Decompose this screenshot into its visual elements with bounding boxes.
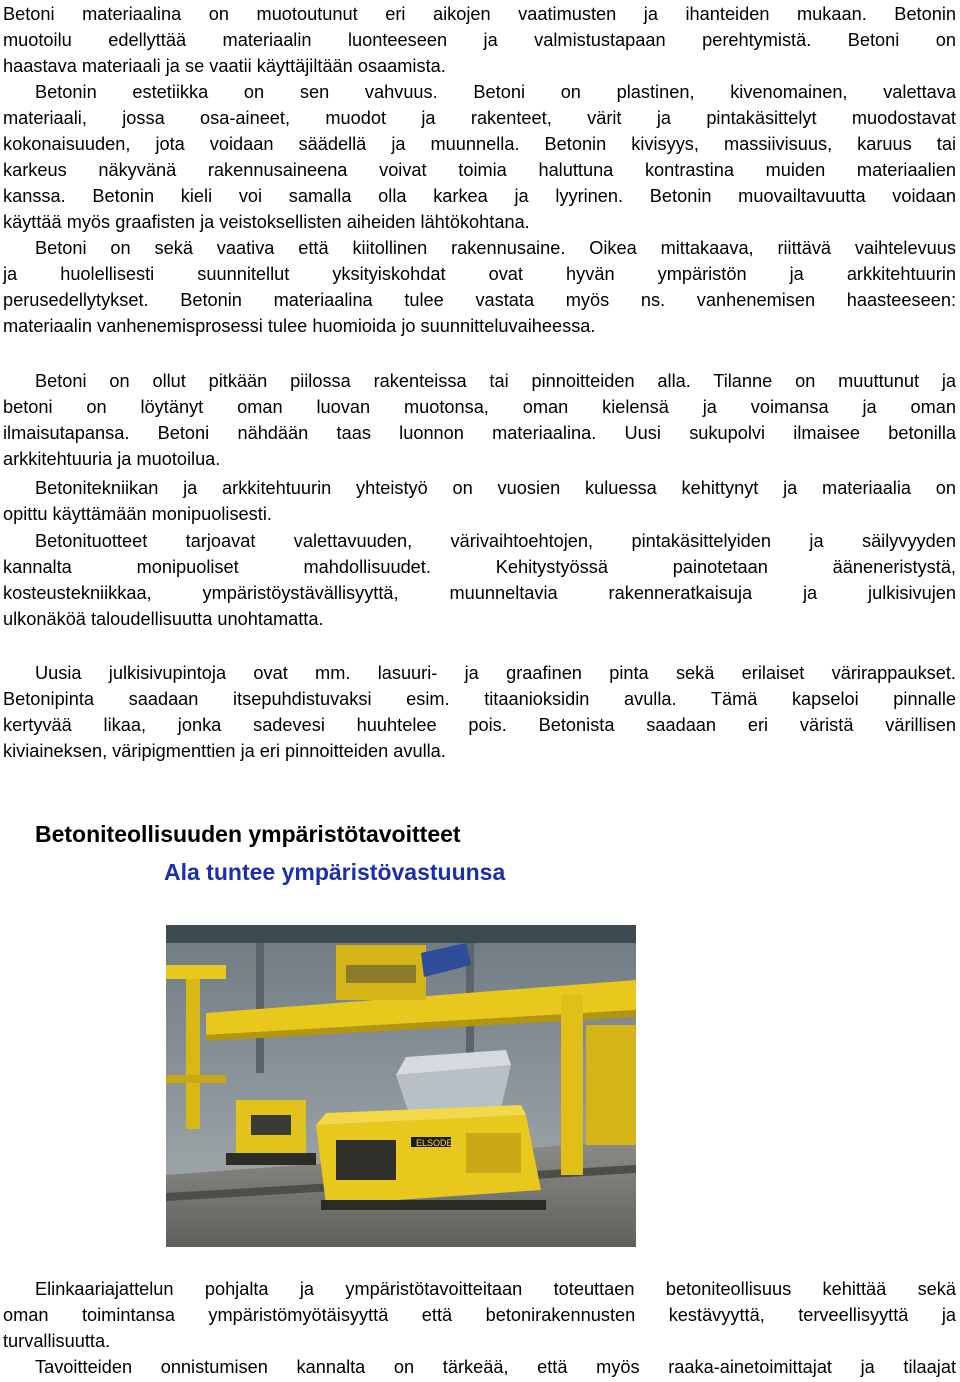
- factory-photo: [166, 925, 636, 1247]
- text-line: kosteustekniikkaa, ympäristöystävällisyyttä, muunneltavia rakenneratkaisuja ja julkisivujen: [3, 583, 956, 603]
- section-subheading: Ala tuntee ympäristövastuunsa: [164, 859, 506, 885]
- text-line: Elinkaariajattelun pohjalta ja ympäristötavoitteitaan toteuttaen betoniteollisuus kehittää sekä: [35, 1279, 956, 1299]
- text-line: arkkitehtuuria ja muotoilua.: [3, 449, 221, 469]
- text-line: opittu käyttämään monipuolisesti.: [3, 504, 272, 524]
- text-line: kokonaisuuden, jota voidaan säädellä ja muunnella. Betonin kivisyys, massiivisuus, karuus tai: [3, 134, 956, 154]
- text-line: kannalta monipuoliset mahdollisuudet. Kehitystyössä painotetaan ääneneristystä,: [3, 557, 956, 577]
- text-line: kanssa. Betonin kieli voi samalla olla karkea ja lyyrinen. Betonin muovailtavuutta voidaan: [3, 186, 956, 206]
- text-line: materiaalin vanhenemisprosessi tulee huomioida jo suunnitteluvaiheessa.: [3, 316, 596, 336]
- text-line: ilmaisutapansa. Betoni nähdään taas luonnon materiaalina. Uusi sukupolvi ilmaisee betonilla: [3, 423, 956, 443]
- text-line: Betonipinta saadaan itsepuhdistuvaksi esim. titaanioksidin avulla. Tämä kapseloi pinnalle: [3, 689, 956, 709]
- text-line: Betoni on ollut pitkään piilossa rakenteissa tai pinnoitteiden alla. Tilanne on muuttunut ja: [35, 371, 956, 391]
- machine-label: ELSODE: [416, 1138, 453, 1148]
- text-line: Uusia julkisivupintoja ovat mm. lasuuri- ja graafinen pinta sekä erilaiset värirappaukset.: [35, 663, 956, 683]
- text-line: kertyvää likaa, jonka sadevesi huuhtelee pois. Betonista saadaan eri väristä värillisen: [3, 715, 956, 735]
- text-line: muotoilu edellyttää materiaalin luonteeseen ja valmistustapaan perehtymistä. Betoni on: [3, 30, 956, 50]
- text-line: käyttää myös graafisten ja veistoksellisten aiheiden lähtökohtana.: [3, 212, 530, 232]
- text-line: ulkonäköä taloudellisuutta unohtamatta.: [3, 609, 324, 629]
- text-line: oman toimintansa ympäristömyötäisyyttä että betonirakennusten kestävyyttä, terveellisyyttä ja: [3, 1305, 956, 1325]
- text-line: karkeus näkyvänä rakennusaineena voivat toimia haluttuna kontrastina muiden materiaalien: [3, 160, 956, 180]
- text-line: kiviaineksen, väripigmenttien ja eri pinnoitteiden avulla.: [3, 741, 446, 761]
- text-line: Betonituotteet tarjoavat valettavuuden, värivaihtoehtojen, pintakäsittelyiden ja säilyvyyden: [35, 531, 956, 551]
- text-line: turvallisuutta.: [3, 1331, 111, 1351]
- section-heading: Betoniteollisuuden ympäristötavoitteet: [35, 821, 461, 847]
- text-line: Betonin estetiikka on sen vahvuus. Betoni on plastinen, kivenomainen, valettava: [35, 82, 956, 102]
- text-line: Betoni on sekä vaativa että kiitollinen rakennusaine. Oikea mittakaava, riittävä vaihtelevuus: [35, 238, 956, 258]
- text-line: materiaali, jossa osa-aineet, muodot ja rakenteet, värit ja pintakäsittelyt muodostavat: [3, 108, 956, 128]
- text-line: Betoni materiaalina on muotoutunut eri aikojen vaatimusten ja ihanteiden mukaan. Betonin: [3, 4, 956, 24]
- text-line: haastava materiaali ja se vaatii käyttäjiltään osaamista.: [3, 56, 446, 76]
- text-line: Betonitekniikan ja arkkitehtuurin yhteistyö on vuosien kuluessa kehittynyt ja materiaalia on: [35, 478, 956, 498]
- text-line: perusedellytykset. Betonin materiaalina tulee vastata myös ns. vanhenemisen haasteeseen:: [3, 290, 956, 310]
- text-line: ja huolellisesti suunnitellut yksityiskohdat ovat hyvän ympäristön ja arkkitehtuurin: [3, 264, 956, 284]
- text-line: betoni on löytänyt oman luovan muotonsa, oman kielensä ja voimansa ja oman: [3, 397, 956, 417]
- text-line: Tavoitteiden onnistumisen kannalta on tärkeää, että myös raaka-ainetoimittajat ja tilaajat: [35, 1357, 956, 1377]
